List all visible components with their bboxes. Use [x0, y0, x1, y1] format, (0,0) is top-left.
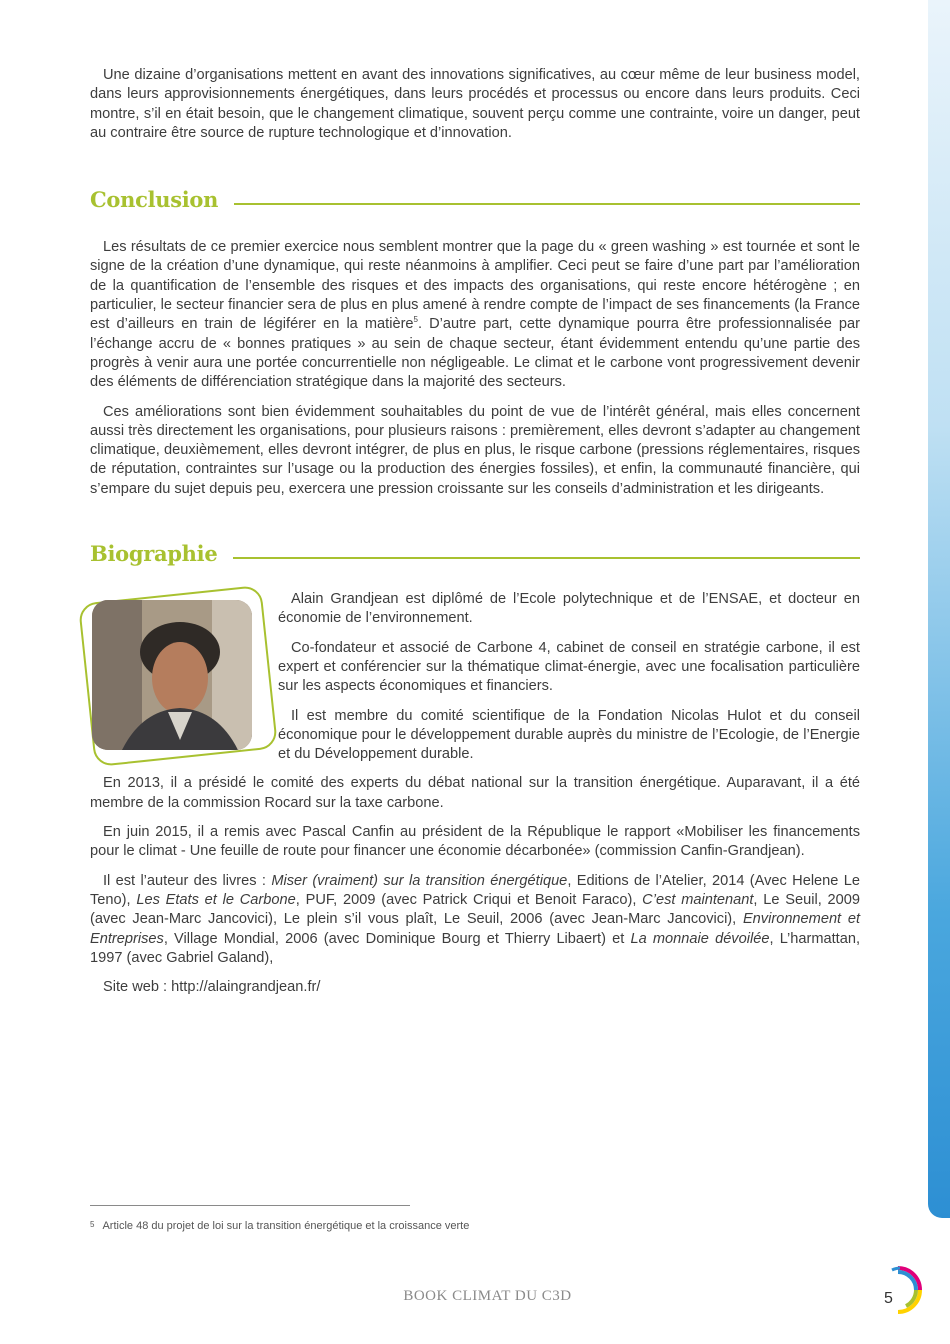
bio-paragraph-5: En juin 2015, il a remis avec Pascal Canfin au président de la République le rapport «Mobiliser les financements pour le climat - Une feuille de route pour financer une économie décarbonée» (commission Canfin-Grandjean).: [90, 824, 860, 860]
website-line[interactable]: Site web : http://alaingrandjean.fr/: [103, 979, 321, 996]
footnote-number: 5: [90, 1220, 95, 1229]
footnote-ref[interactable]: 5: [413, 315, 418, 325]
bio-paragraph-1: Alain Grandjean est diplômé de l’Ecole polytechnique et de l’ENSAE, et docteur en économie de l’environnement.: [278, 591, 860, 627]
intro-paragraph: Une dizaine d’organisations mettent en avant des innovations significatives, au cœur même de leur business model, dans leurs approvisionnements énergétiques, dans leurs procédés et processus ou encore dans leurs produits. Ceci montre, s’il en était besoin, que le changement climatique, souvent perçu comme une contrainte, voire un danger, peut au contraire être source de rupture technologique et d’innovation.: [90, 67, 860, 141]
conclusion-title: Conclusion: [90, 187, 219, 213]
footnote-text: Article 48 du projet de loi sur la transition énergétique et la croissance verte: [102, 1220, 470, 1232]
biographie-heading: [90, 541, 860, 566]
page-number: 5: [884, 1290, 893, 1307]
author-photo: [92, 600, 252, 750]
conclusion-paragraph-1: Les résultats de ce premier exercice nous semblent montrer que la page du « green washing » est tournée et sont le signe de la création d’une dynamique, qui reste néanmoins à amplifier. Ceci peut se faire d’une part par l’amélioration de la quantification de l’ensemble des risques et des impacts des organisations, qui reste encore hétérogène ; en particulier, le secteur financier sera de plus en plus amené à rendre compte de l’impact de ses financements (la France est d’ailleurs en train de légiférer en la matière$^5$. D’autre part, cette dynamique pourra être professionnalisée par l’échange accru de « bonnes pratiques » au sein de chaque secteur, étant évidemment entendu qu’une partie des progrès à venir aura une portée concurrentielle non négligeable. Le climat et le carbone vont progressivement devenir des éléments de différenciation stratégique dans la majorité des secteurs.: [90, 239, 860, 391]
bio-block: [90, 590, 860, 764]
bio-paragraph-4: En 2013, il a présidé le comité des experts du débat national sur la transition énergétique. Auparavant, il a été membre de la commission Rocard sur la taxe carbone.: [90, 775, 860, 811]
decorative-sidebar: [928, 0, 950, 1218]
footer-title: BOOK CLIMAT DU C3D: [403, 1288, 572, 1304]
bio-paragraph-3: Il est membre du comité scientifique de la Fondation Nicolas Hulot et du conseil économique pour le développement durable auprès du ministre de l’Ecologie, de l’Energie et du Développement durable.: [278, 707, 860, 763]
portrait-illustration: [92, 600, 252, 750]
bio-paragraph-2: Co-fondateur et associé de Carbone 4, cabinet de conseil en stratégie carbone, il est expert et conférencier sur la thématique climat-énergie, avec une focalisation particulière sur les aspects économiques et financiers.: [278, 639, 860, 695]
heading-rule: [233, 557, 860, 559]
main-content: [90, 66, 860, 1007]
c3d-logo-icon: [870, 1262, 926, 1318]
biographie-title: Biographie: [90, 541, 218, 567]
footnote-separator: [90, 1205, 410, 1206]
books-paragraph: Il est l’auteur des livres : Miser (vraiment) sur la transition énergétique, Editions de l’Atelier, 2014 (Avec Helene Le Teno), Les Etats et le Carbone, PUF, 2009 (avec Patrick Criqui et Benoit Faraco), C’est maintenant, Le Seuil, 2009 (avec Jean-Marc Jancovici), Le plein s’il vous plaît, Le Seuil, 2006 (avec Jean-Marc Jancovici), Environnement et Entreprises, Village Mondial, 2006 (avec Dominique Bourg et Thierry Libaert) et La monnaie dévoilée, L’harmattan, 1997 (avec Gabriel Galand),: [90, 872, 861, 966]
bio-text: [278, 590, 860, 764]
heading-rule: [234, 203, 860, 205]
conclusion-heading: [90, 187, 860, 212]
conclusion-paragraph-2: Ces améliorations sont bien évidemment souhaitables du point de vue de l’intérêt général, mais elles concernent aussi très directement les organisations, pour plusieurs raisons : premièrement, elles devront s’adapter au changement climatique, deuxièmement, elles devront intégrer, de plus en plus, le risque carbone (pressions réglementaires, risques de réputation, contraintes sur l’usage ou la production des énergies fossiles), et enfin, la communauté financière, qui s’empare du sujet depuis peu, exercera une pression croissante sur les conseils d’administration et les dirigeants.: [90, 403, 860, 497]
footnote: [90, 1220, 469, 1232]
